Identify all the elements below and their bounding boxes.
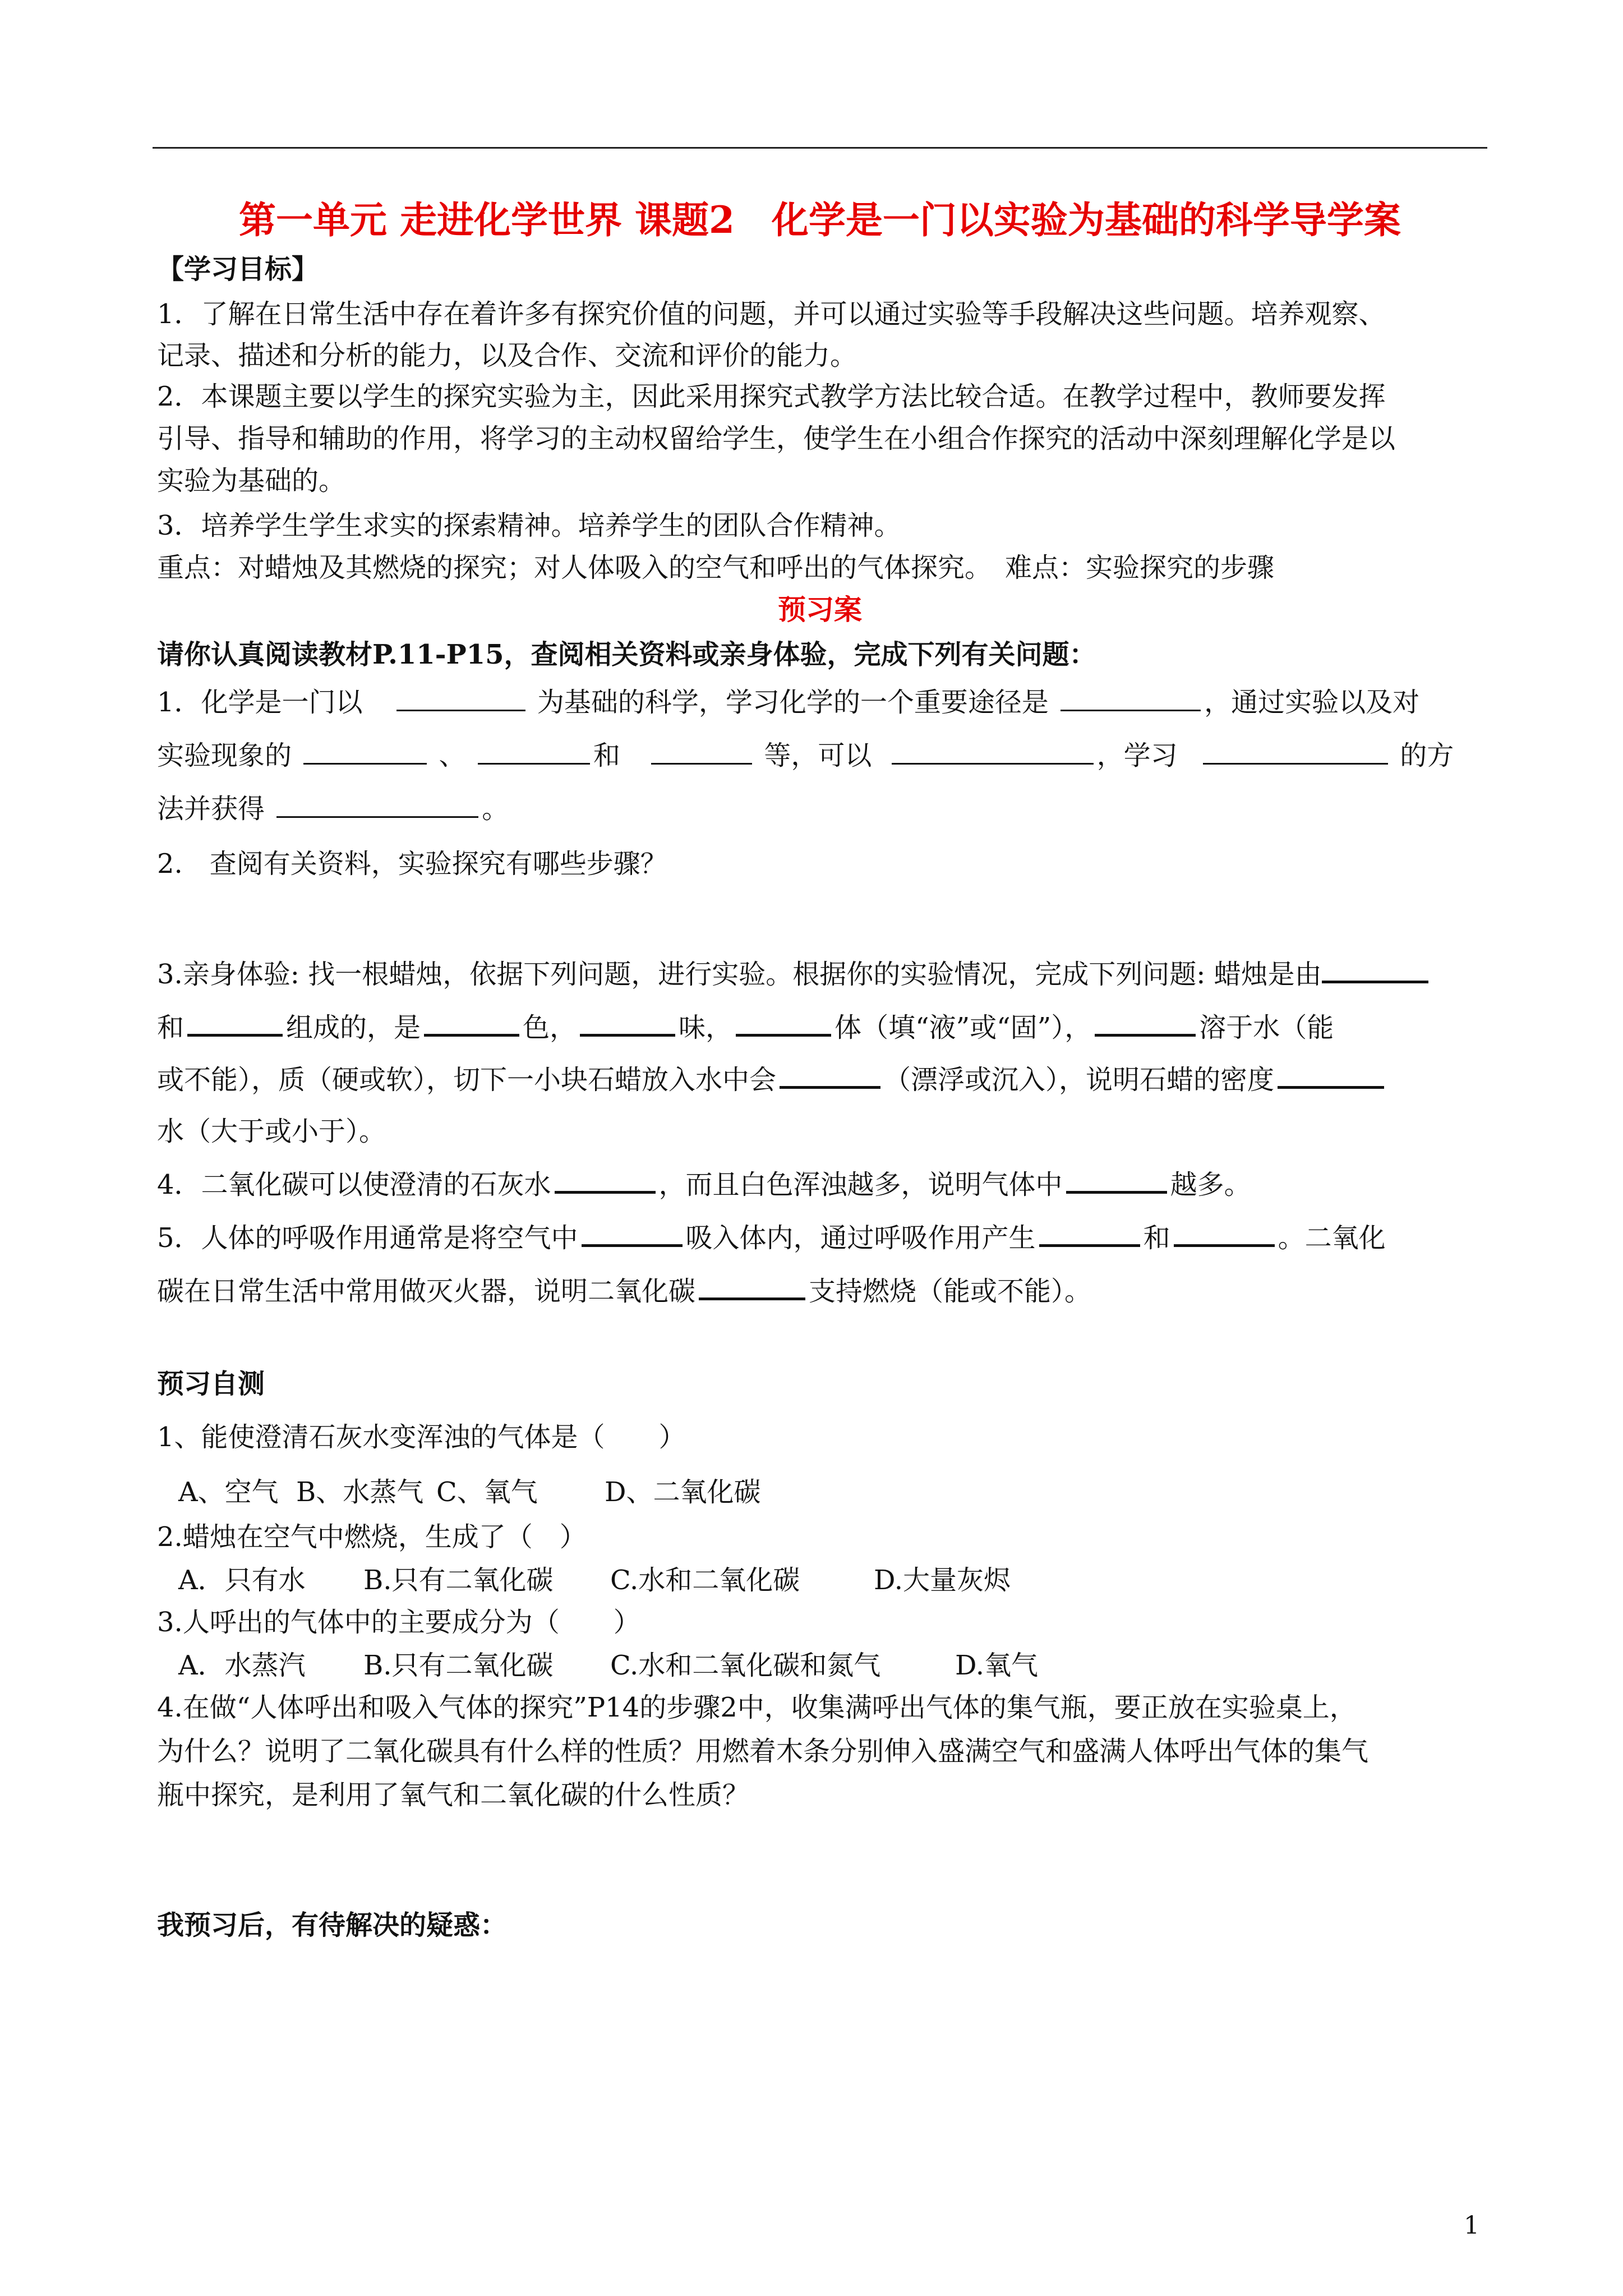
option-c[interactable]: C、氧气 bbox=[436, 1476, 538, 1508]
preview-q2: 2. 查阅有关资料，实验探究有哪些步骤？ bbox=[157, 848, 667, 880]
preview-q5-text: 吸入体内，通过呼吸作用产生 bbox=[685, 1222, 1036, 1254]
preview-q1-line-3 bbox=[157, 791, 509, 827]
objectives-heading: 【学习目标】 bbox=[157, 254, 319, 285]
preview-q5-text: 5．人体的呼吸作用通常是将空气中 bbox=[157, 1222, 578, 1254]
preview-q5-line-2 bbox=[157, 1273, 1091, 1309]
preview-q3-text: 或不能），质（硬或软），切下一小块石蜡放入水中会 bbox=[157, 1064, 777, 1096]
key-points: 重点：对蜡烛及其燃烧的探究；对人体吸入的空气和呼出的气体探究。 难点：实验探究的步骤 bbox=[157, 552, 1275, 583]
answer-blank[interactable] bbox=[892, 740, 1094, 765]
preview-q3-line-2 bbox=[157, 1010, 1334, 1046]
answer-blank[interactable] bbox=[582, 1222, 683, 1247]
answer-blank[interactable] bbox=[1174, 1222, 1275, 1247]
selftest-q1: 1、能使澄清石灰水变浑浊的气体是（ ） bbox=[157, 1421, 686, 1453]
preview-q1-text: 1．化学是一门以 bbox=[157, 687, 363, 718]
preview-q1-text: 法并获得 bbox=[157, 793, 265, 825]
answer-blank[interactable] bbox=[1203, 740, 1388, 765]
preview-q1-line-2 bbox=[157, 738, 1454, 774]
objective-2-line-2: 引导、指导和辅助的作用，将学习的主动权留给学生，使学生在小组合作探究的活动中深刻理解化学是以 bbox=[157, 423, 1396, 454]
answer-blank[interactable] bbox=[1066, 1168, 1167, 1194]
answer-blank[interactable] bbox=[303, 740, 427, 765]
preview-q5-text: 和 bbox=[1143, 1222, 1170, 1254]
preview-q1-text: 为基础的科学，学习化学的一个重要途径是 bbox=[537, 687, 1049, 718]
answer-blank[interactable] bbox=[580, 1011, 675, 1037]
selftest-q3-options bbox=[178, 1648, 1038, 1683]
doubts-heading: 我预习后，有待解决的疑惑： bbox=[157, 1910, 508, 1941]
selftest-q4-line-1: 4.在做“人体呼出和吸入气体的探究”P14的步骤2中，收集满呼出气体的集气瓶，要正放在实验桌上， bbox=[157, 1692, 1357, 1723]
selftest-q4-line-3: 瓶中探究，是利用了氧气和二氧化碳的什么性质？ bbox=[157, 1779, 750, 1811]
option-a[interactable]: A．只有水 bbox=[178, 1565, 306, 1596]
selftest-q3: 3.人呼出的气体中的主要成分为（ ） bbox=[157, 1607, 640, 1638]
answer-blank[interactable] bbox=[1278, 1064, 1384, 1089]
preview-q3-text: （漂浮或沉入），说明石蜡的密度 bbox=[884, 1064, 1275, 1096]
answer-blank[interactable] bbox=[396, 687, 525, 711]
header-rule bbox=[153, 147, 1487, 149]
preview-instruction: 请你认真阅读教材P.11-P15，查阅相关资料或亲身体验，完成下列有关问题： bbox=[157, 639, 1096, 670]
preview-q4-text: ，而且白色浑浊越多，说明气体中 bbox=[658, 1169, 1063, 1200]
option-b[interactable]: B、水蒸气 bbox=[296, 1476, 424, 1508]
preview-q1-text: 的方 bbox=[1400, 740, 1454, 771]
option-d[interactable]: D、二氧化碳 bbox=[605, 1476, 761, 1508]
preview-q5-line-1 bbox=[157, 1220, 1386, 1256]
preview-q5-text: 碳在日常生活中常用做灭火器，说明二氧化碳 bbox=[157, 1276, 696, 1307]
option-c[interactable]: C.水和二氧化碳 bbox=[610, 1565, 800, 1596]
preview-q1-text: 等，可以 bbox=[764, 740, 872, 771]
preview-q3-text: 体（填“液”或“固”）， bbox=[834, 1012, 1092, 1043]
preview-q1-text: ，学习 bbox=[1096, 740, 1178, 771]
preview-q1-text: ，通过实验以及对 bbox=[1204, 687, 1420, 718]
objective-1-line-2: 记录、描述和分析的能力，以及合作、交流和评价的能力。 bbox=[157, 340, 857, 371]
answer-blank[interactable] bbox=[187, 1011, 283, 1037]
selftest-q2-options bbox=[178, 1562, 1011, 1598]
option-b[interactable]: B.只有二氧化碳 bbox=[363, 1565, 554, 1596]
option-c[interactable]: C.水和二氧化碳和氮气 bbox=[610, 1650, 881, 1681]
preview-q1-text: 、 bbox=[439, 740, 466, 771]
answer-blank[interactable] bbox=[699, 1275, 805, 1300]
objective-1-line-1: 1．了解在日常生活中存在着许多有探究价值的问题，并可以通过实验等手段解决这些问题。培养观察、 bbox=[157, 298, 1386, 330]
page-number: 1 bbox=[1464, 2211, 1479, 2240]
preview-q4 bbox=[157, 1167, 1251, 1203]
preview-q3-text: 组成的，是 bbox=[286, 1012, 421, 1043]
preview-q1-text: 。 bbox=[482, 793, 509, 825]
objective-3: 3．培养学生学生求实的探索精神。培养学生的团队合作精神。 bbox=[157, 510, 901, 541]
preview-q4-text: 4．二氧化碳可以使澄清的石灰水 bbox=[157, 1169, 551, 1200]
answer-blank[interactable] bbox=[1039, 1222, 1140, 1247]
option-a[interactable]: A、空气 bbox=[178, 1476, 279, 1508]
answer-blank[interactable] bbox=[478, 740, 590, 765]
answer-blank[interactable] bbox=[1322, 958, 1428, 983]
answer-blank[interactable] bbox=[1095, 1011, 1196, 1037]
selftest-q4-line-2: 为什么？说明了二氧化碳具有什么样的性质？用燃着木条分别伸入盛满空气和盛满人体呼出气体的集气 bbox=[157, 1736, 1369, 1767]
preview-heading: 预习案 bbox=[778, 593, 862, 626]
answer-blank[interactable] bbox=[736, 1011, 831, 1037]
preview-q3-line-4: 水（大于或小于）。 bbox=[157, 1116, 386, 1147]
option-d[interactable]: D.氧气 bbox=[955, 1650, 1039, 1681]
preview-q1-text: 和 bbox=[593, 740, 620, 771]
preview-q4-text: 越多。 bbox=[1170, 1169, 1251, 1200]
preview-q1-text: 实验现象的 bbox=[157, 740, 292, 771]
option-d[interactable]: D.大量灰烬 bbox=[874, 1565, 1011, 1596]
selftest-q1-options bbox=[178, 1474, 761, 1510]
objective-2-line-3: 实验为基础的。 bbox=[157, 465, 346, 496]
selftest-q2: 2.蜡烛在空气中燃烧，生成了（ ） bbox=[157, 1521, 587, 1553]
preview-q5-text: 支持燃烧（能或不能）。 bbox=[809, 1276, 1092, 1307]
answer-blank[interactable] bbox=[1061, 687, 1201, 711]
option-b[interactable]: B.只有二氧化碳 bbox=[363, 1650, 554, 1681]
preview-q3-text: 色， bbox=[523, 1012, 577, 1043]
answer-blank[interactable] bbox=[555, 1168, 656, 1194]
preview-q3-line-1 bbox=[157, 956, 1428, 992]
preview-q3-text: 溶于水（能 bbox=[1199, 1012, 1334, 1043]
answer-blank[interactable] bbox=[780, 1064, 880, 1089]
selftest-heading: 预习自测 bbox=[157, 1368, 265, 1400]
preview-q3-text: 和 bbox=[157, 1012, 185, 1043]
answer-blank[interactable] bbox=[424, 1011, 519, 1037]
preview-q1-line-1 bbox=[157, 684, 1419, 720]
preview-q3-text: 3.亲身体验: 找一根蜡烛，依据下列问题，进行实验。根据你的实验情况，完成下列问题: 蜡烛是由 bbox=[157, 959, 1322, 990]
page-title: 第一单元 走进化学世界 课题2 化学是一门以实验为基础的科学导学案 bbox=[239, 198, 1401, 242]
preview-q5-text: 。二氧化 bbox=[1278, 1222, 1386, 1254]
option-a[interactable]: A．水蒸汽 bbox=[178, 1650, 306, 1681]
answer-blank[interactable] bbox=[651, 740, 752, 765]
objective-2-line-1: 2．本课题主要以学生的探究实验为主，因此采用探究式教学方法比较合适。在教学过程中，教师要发挥 bbox=[157, 381, 1386, 412]
answer-blank[interactable] bbox=[276, 794, 478, 818]
preview-q3-text: 味， bbox=[679, 1012, 733, 1043]
preview-q3-line-3 bbox=[157, 1062, 1387, 1098]
